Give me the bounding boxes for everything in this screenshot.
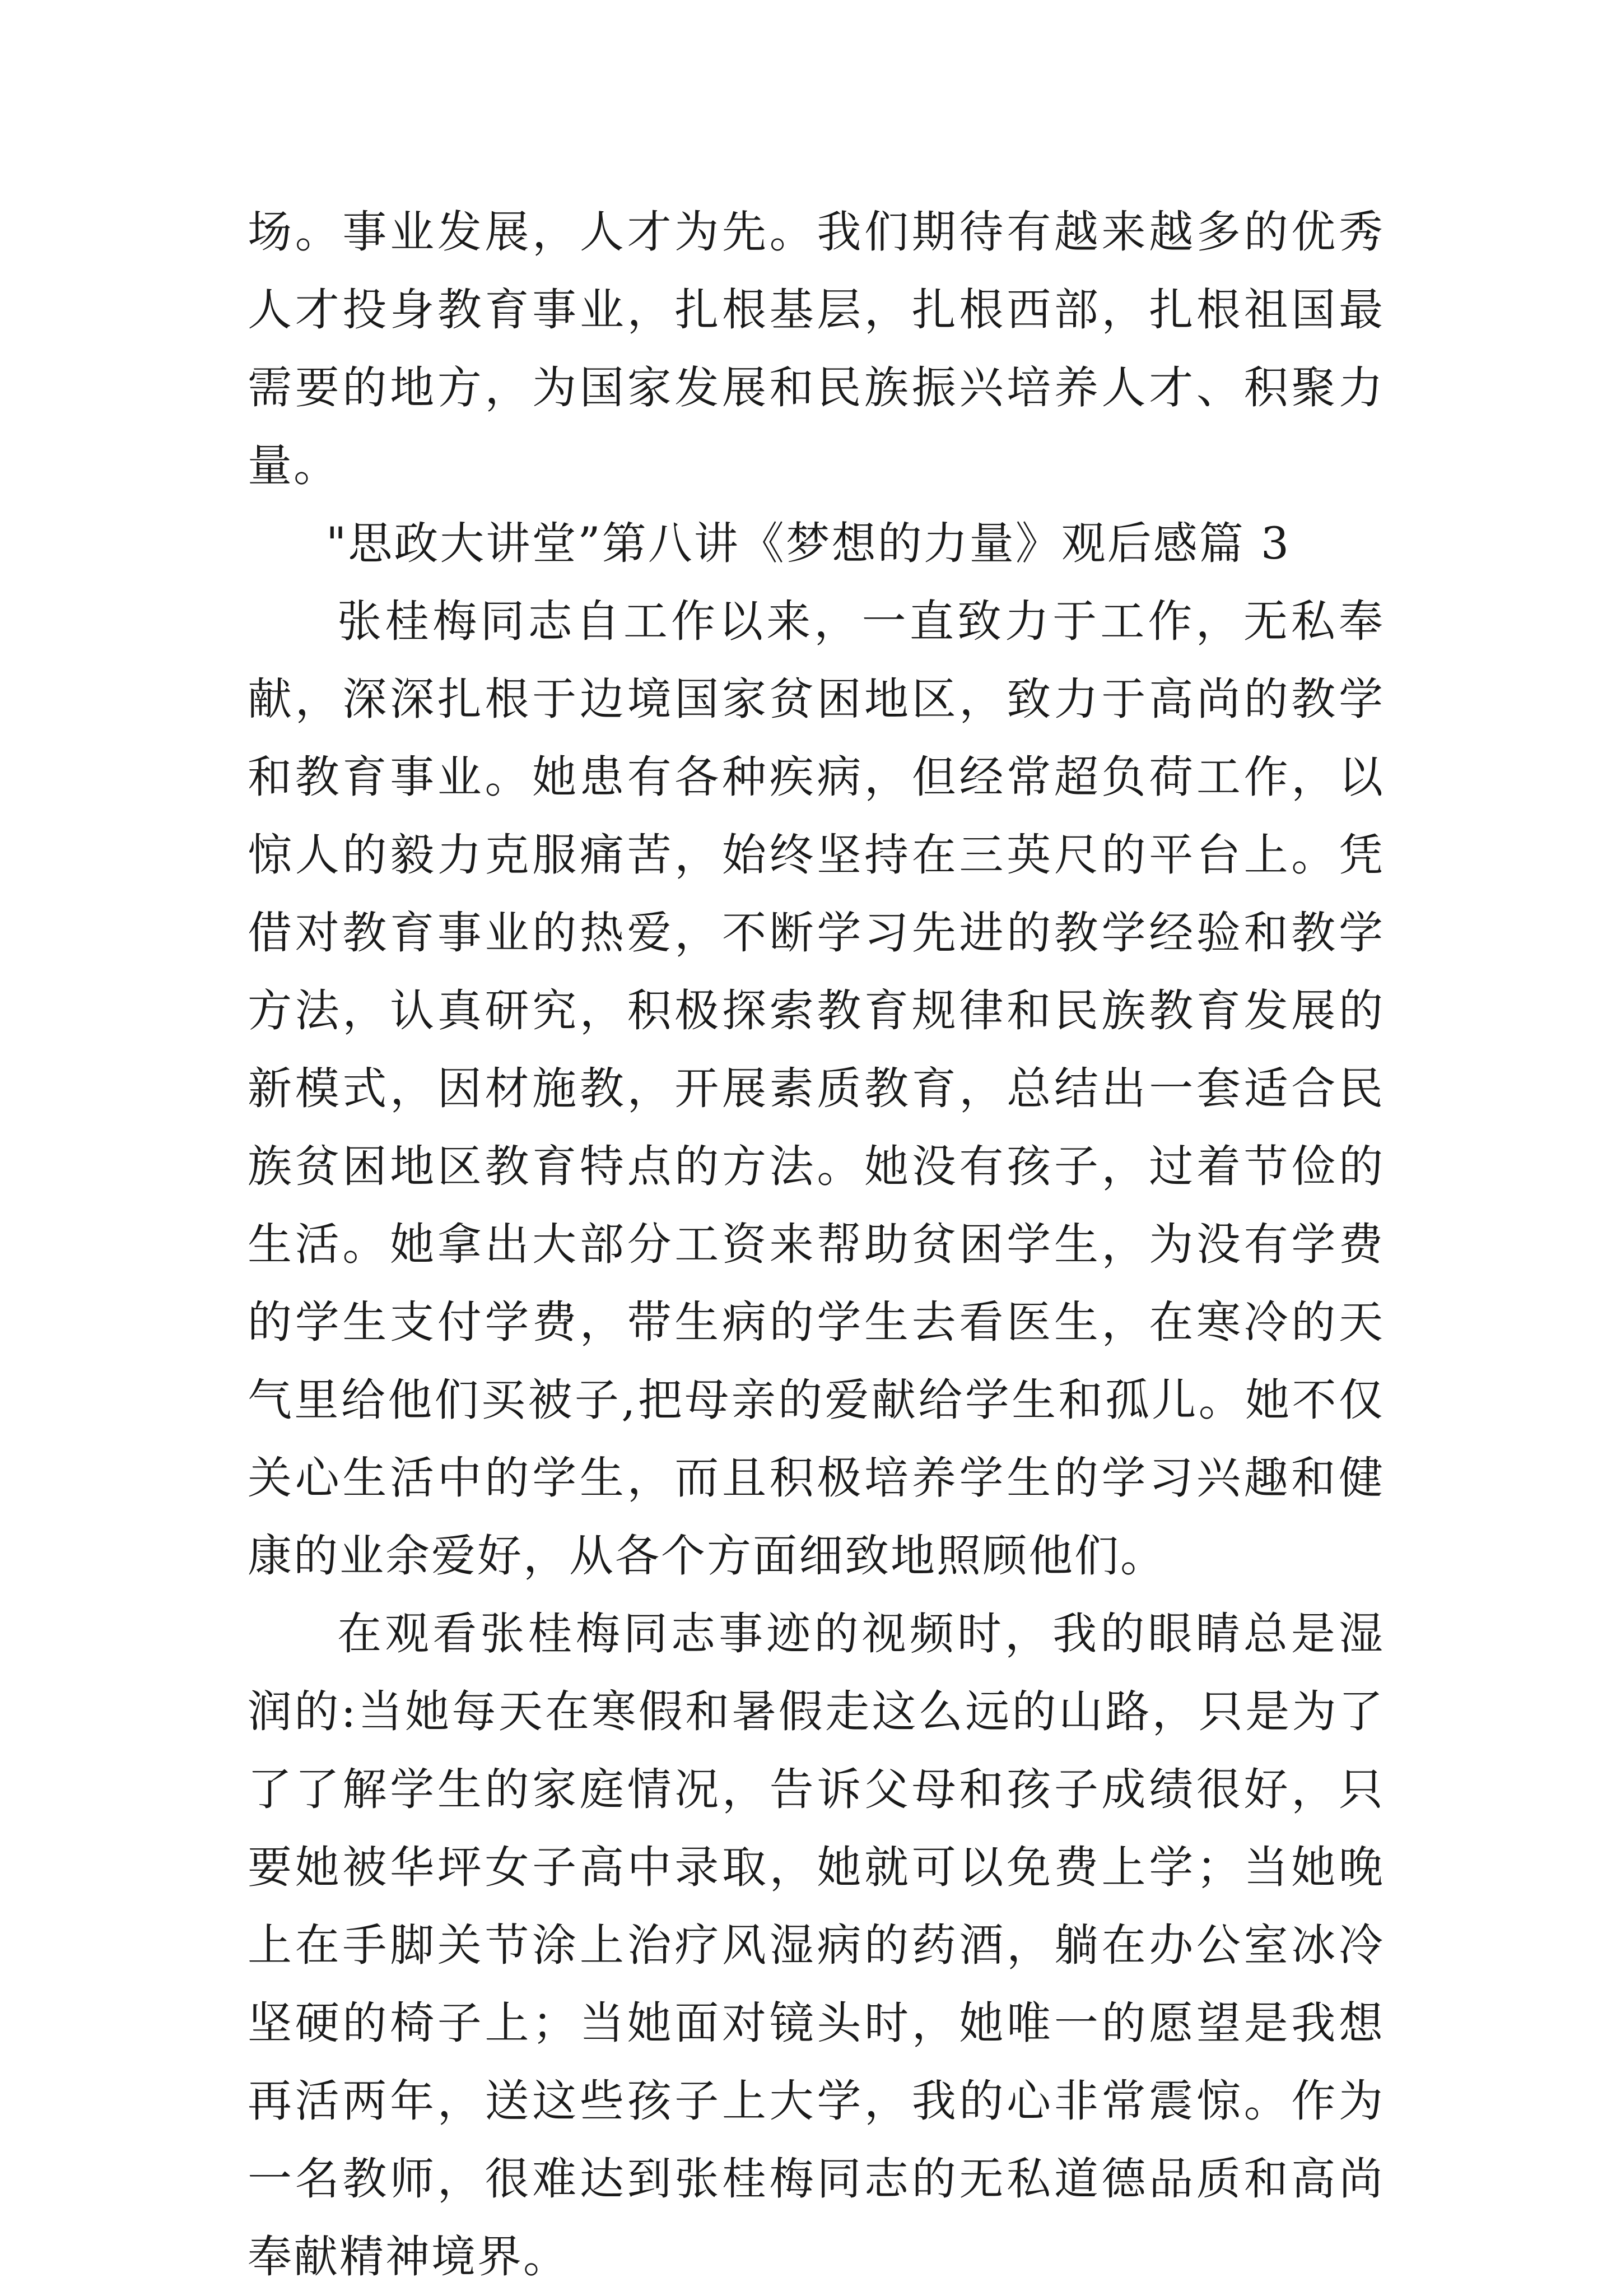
section-heading: "思政大讲堂”第八讲《梦想的力量》观后感篇 3 bbox=[326, 518, 1291, 569]
paragraph-zhang-guimei-work: 张桂梅同志自工作以来，一直致力于工作，无私奉献，深深扎根于边境国家贫困地区，致力于高尚的教学和教育事业。她患有各种疾病，但经常超负荷工作，以惊人的毅力克服痛苦，始终坚持在三英尺的平台上。凭借对教育事业的热爱，不断学习先进的教学经验和教学方法，认真研究，积极探索教育规律和民族教育发展的新模式，因材施教，开展素质教育，总结出一套适合民族贫困地区教育特点的方法。她没有孩子，过着节俭的生活。她拿出大部分工资来帮助贫困学生，为没有学费的学生支付学费，带生病的学生去看医生，在寒冷的天气里给他们买被子,把母亲的爱献给学生和孤儿。她不仅关心生活中的学生，而且积极培养学生的学习兴趣和健康的业余爱好，从各个方面细致地照顾他们。 bbox=[248, 596, 1385, 1582]
paragraph-video-reflection: 在观看张桂梅同志事迹的视频时，我的眼睛总是湿润的:当她每天在寒假和暑假走这么远的山路，只是为了了了解学生的家庭情况，告诉父母和孩子成绩很好，只要她被华坪女子高中录取，她就可以免费上学；当她晚上在手脚关节涂上治疗风湿病的药酒，躺在办公室冰冷坚硬的椅子上；当她面对镜头时，她唯一的愿望是我想再活两年，送这些孩子上大学，我的心非常震惊。作为一名教师，很难达到张桂梅同志的无私道德品质和高尚奉献精神境界。 bbox=[248, 1608, 1385, 2283]
paragraph-continuation: 场。事业发展，人才为先。我们期待有越来越多的优秀人才投身教育事业，扎根基层，扎根西部，扎根祖国最需要的地方，为国家发展和民族振兴培养人才、积聚力量。 bbox=[248, 206, 1385, 491]
document-body bbox=[248, 193, 1385, 2296]
